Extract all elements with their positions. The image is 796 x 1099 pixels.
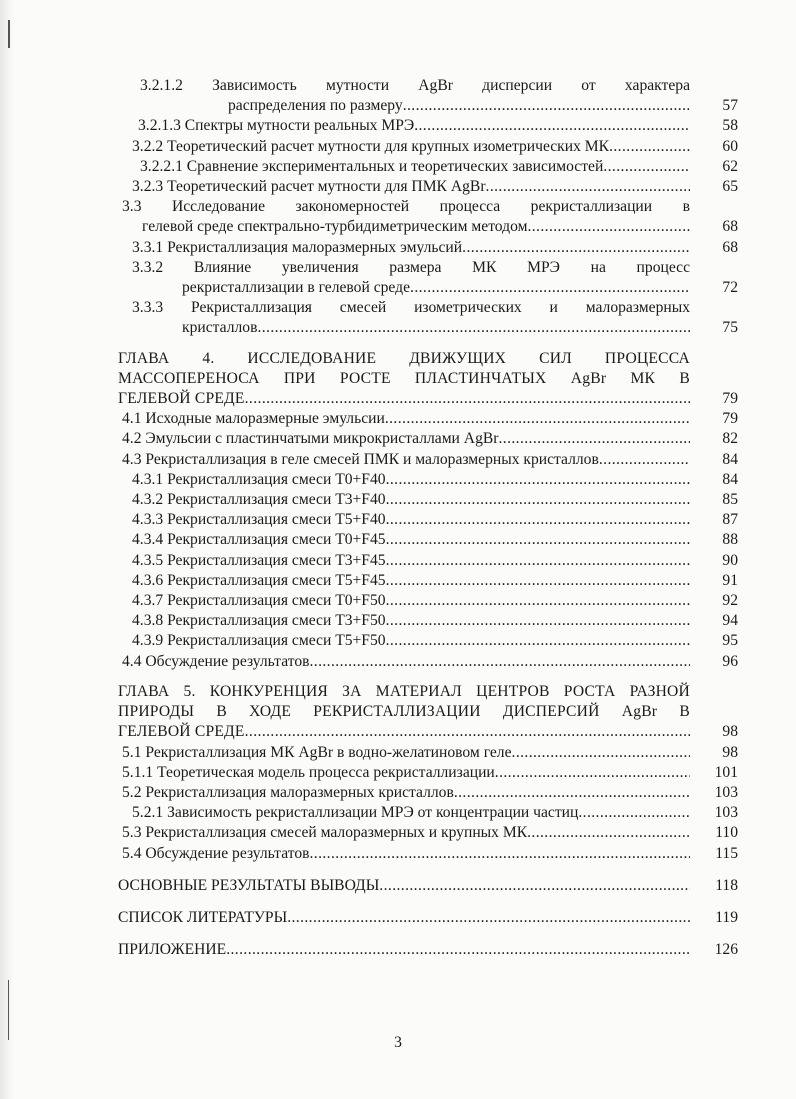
dot-leader — [226, 940, 690, 960]
toc-entry-text: 4.3.6 Рекристаллизация смеси T5+F45 — [132, 571, 386, 589]
toc-entry-4-3-6[interactable] — [118, 571, 738, 591]
toc-page-number: 110 — [715, 824, 738, 842]
toc-entry-3-2-2-1[interactable] — [118, 157, 738, 177]
toc-entry-4-3-8[interactable] — [118, 611, 738, 631]
toc-page-number: 79 — [722, 410, 738, 428]
dot-leader — [257, 318, 690, 338]
toc-entry-text: 4.1 Исходные малоразмерные эмульсии — [122, 410, 385, 428]
dot-leader — [379, 876, 690, 896]
toc-entry-text: ПРИРОДЫ В ХОДЕ РЕКРИСТАЛЛИЗАЦИИ ДИСПЕРСИЙ AgBr В — [118, 703, 690, 721]
toc-entry-text: 3.2.2.1 Сравнение экспериментальных и теоретических зависимостей — [140, 157, 604, 175]
toc-entry-text: ОСНОВНЫЕ РЕЗУЛЬТАТЫ ВЫВОДЫ — [118, 876, 380, 894]
toc-page-number: 91 — [722, 571, 738, 589]
toc-page-number: 103 — [714, 804, 738, 822]
dot-leader — [386, 631, 690, 651]
toc-entry-5-3[interactable] — [118, 823, 738, 843]
toc-entry-5-2-1[interactable] — [118, 803, 738, 823]
dot-leader — [386, 571, 690, 591]
toc-page-number: 62 — [722, 157, 738, 175]
toc-entry-text: 4.3.2 Рекристаллизация смеси T3+F40 — [132, 491, 386, 509]
toc-chapter-5[interactable] — [118, 682, 738, 743]
scan-mark — [8, 20, 10, 48]
dot-leader — [495, 763, 690, 783]
dot-leader — [385, 409, 690, 429]
toc-entry-4-3-2[interactable] — [118, 490, 738, 510]
toc-entry-4-3-4[interactable] — [118, 530, 738, 550]
dot-leader — [309, 844, 690, 864]
toc-main-results[interactable] — [118, 876, 738, 896]
toc-page-number: 88 — [722, 531, 738, 549]
toc-page-number: 90 — [722, 551, 738, 569]
dot-leader — [462, 238, 690, 258]
toc-references[interactable] — [118, 908, 738, 928]
toc-entry-text: ГЛАВА 4. ИССЛЕДОВАНИЕ ДВИЖУЩИХ СИЛ ПРОЦЕССА — [118, 349, 690, 367]
dot-leader — [578, 803, 690, 823]
toc-chapter-4[interactable] — [118, 349, 738, 410]
toc-entry-text: 4.3.1 Рекристаллизация смеси T0+F40 — [132, 470, 386, 488]
toc-entry-text: ГЕЛЕВОЙ СРЕДЕ — [118, 390, 245, 408]
toc-entry-text: 3.3.2 Влияние увеличения размера МК МРЭ на процесс — [132, 258, 690, 276]
toc-page-number: 79 — [722, 390, 738, 408]
scan-mark — [8, 980, 9, 1040]
toc-entry-4-4[interactable] — [118, 652, 738, 672]
dot-leader — [603, 157, 690, 177]
toc-entry-text: 4.2 Эмульсии с пластинчатыми микрокристаллами AgBr — [122, 430, 499, 448]
scan-edge-shadow — [0, 0, 14, 1099]
toc-entry-4-3-7[interactable] — [118, 591, 738, 611]
toc-entry-text: 3.2.2 Теоретический расчет мутности для крупных изометрических МК — [132, 137, 610, 155]
dot-leader — [512, 743, 690, 763]
toc-entry-text: 5.1.1 Теоретическая модель процесса рекристаллизации — [122, 763, 495, 781]
dot-leader — [386, 530, 690, 550]
toc-page-number: 95 — [722, 632, 738, 650]
toc-entry-text: 3.3.3 Рекристаллизация смесей изометрических и малоразмерных — [132, 299, 690, 317]
toc-entry-4-3-9[interactable] — [118, 631, 738, 651]
toc-entry-3-2-2[interactable] — [118, 137, 738, 157]
toc-entry-4-3-3[interactable] — [118, 510, 738, 530]
toc-entry-text: 4.3.8 Рекристаллизация смеси T3+F50 — [132, 612, 386, 630]
toc-page-number: 119 — [715, 908, 738, 926]
dot-leader — [486, 177, 690, 197]
toc-entry-text: 4.3.3 Рекристаллизация смеси T5+F40 — [132, 511, 386, 529]
toc-page-number: 115 — [715, 844, 738, 862]
toc-entry-text: 4.3 Рекристаллизация в геле смесей ПМК и малоразмерных кристаллов — [122, 450, 599, 468]
toc-entry-3-2-3[interactable] — [118, 177, 738, 197]
toc-entry-text: СПИСОК ЛИТЕРАТУРЫ — [118, 908, 288, 926]
toc-entry-text: 5.3 Рекристаллизация смесей малоразмерных и крупных МК — [122, 824, 528, 842]
dot-leader — [599, 450, 690, 470]
dot-leader — [287, 908, 690, 928]
toc-entry-3-3-3[interactable] — [118, 298, 738, 338]
toc-entry-text: ПРИЛОЖЕНИЕ — [118, 941, 227, 959]
toc-entry-text: 4.3.7 Рекристаллизация смеси T0+F50 — [132, 592, 386, 610]
toc-page-number: 126 — [714, 941, 738, 959]
toc-entry-text: 3.2.3 Теоретический расчет мутности для ПМК AgBr — [132, 178, 486, 196]
toc-entry-text: 5.2.1 Зависимость рекристаллизации МРЭ от концентрации частиц — [132, 804, 579, 822]
toc-entry-text: 4.3.9 Рекристаллизация смеси T5+F50 — [132, 632, 386, 650]
dot-leader — [386, 611, 690, 631]
toc-entry-3-3[interactable] — [118, 197, 738, 237]
toc-entry-text: 3.3.1 Рекристаллизация малоразмерных эмульсий — [132, 238, 463, 256]
toc-entry-text: кристаллов — [182, 319, 258, 337]
toc-page-number: 82 — [722, 430, 738, 448]
toc-page-number: 98 — [722, 743, 738, 761]
toc-page-number: 84 — [722, 470, 738, 488]
toc-entry-4-2[interactable] — [118, 429, 738, 449]
toc-page-number: 68 — [722, 238, 738, 256]
toc-page-number: 75 — [722, 319, 738, 337]
dot-leader — [309, 652, 690, 672]
toc-page-number: 96 — [722, 652, 738, 670]
toc-entry-text: 4.3.4 Рекристаллизация смеси T0+F45 — [132, 531, 386, 549]
toc-entry-4-3-1[interactable] — [118, 470, 738, 490]
toc-entry-4-3-5[interactable] — [118, 551, 738, 571]
toc-page-number: 58 — [722, 117, 738, 135]
toc-entry-text: МАССОПЕРЕНОСА ПРИ РОСТЕ ПЛАСТИНЧАТЫХ AgBr МК В — [118, 369, 690, 387]
toc-entry-5-4[interactable] — [118, 844, 738, 864]
dot-leader — [527, 823, 690, 843]
table-of-contents — [118, 76, 738, 960]
toc-page-number: 60 — [722, 137, 738, 155]
toc-page-number: 98 — [722, 723, 738, 741]
toc-page-number: 92 — [722, 592, 738, 610]
toc-entry-4-1[interactable] — [118, 409, 738, 429]
toc-entry-3-3-2[interactable] — [118, 258, 738, 298]
toc-entry-text: 5.1 Рекристаллизация МК AgBr в водно-желатиновом геле — [122, 743, 512, 761]
toc-page-number: 101 — [714, 763, 738, 781]
toc-entry-text: ГЛАВА 5. КОНКУРЕНЦИЯ ЗА МАТЕРИАЛ ЦЕНТРОВ РОСТА РАЗНОЙ — [118, 682, 690, 700]
toc-entry-4-3[interactable] — [118, 450, 738, 470]
toc-page-number: 65 — [722, 178, 738, 196]
dot-leader — [245, 389, 690, 409]
toc-entry-5-1[interactable] — [118, 743, 738, 763]
dot-leader — [386, 591, 690, 611]
dot-leader — [245, 722, 690, 742]
dot-leader — [403, 96, 690, 116]
toc-entry-text: 5.4 Обсуждение результатов — [122, 844, 310, 862]
toc-page-number: 72 — [722, 279, 738, 297]
dot-leader — [527, 217, 690, 237]
toc-page-number: 84 — [722, 450, 738, 468]
toc-entry-text: 5.2 Рекристаллизация малоразмерных кристаллов — [122, 783, 454, 801]
toc-page-number: 68 — [722, 218, 738, 236]
page-number: 3 — [394, 1034, 402, 1051]
toc-entry-text: ГЕЛЕВОЙ СРЕДЕ — [118, 723, 245, 741]
toc-page-number: 118 — [715, 876, 738, 894]
toc-page-number: 85 — [722, 491, 738, 509]
dot-leader — [386, 551, 690, 571]
dot-leader — [498, 429, 690, 449]
toc-entry-text: 3.2.1.3 Спектры мутности реальных МРЭ — [138, 117, 415, 135]
dot-leader — [410, 278, 690, 298]
dot-leader — [386, 490, 690, 510]
toc-entry-text: распределения по размеру — [228, 97, 403, 115]
toc-entry-text: 4.3.5 Рекристаллизация смеси T3+F45 — [132, 551, 386, 569]
toc-entry-3-2-1-2[interactable] — [118, 76, 738, 116]
toc-entry-text: гелевой среде спектрально-турбидиметрическим методом — [142, 218, 528, 236]
toc-entry-5-2[interactable] — [118, 783, 738, 803]
toc-appendix[interactable] — [118, 940, 738, 960]
dot-leader — [454, 783, 690, 803]
toc-page-number: 87 — [722, 511, 738, 529]
toc-page-number: 94 — [722, 612, 738, 630]
toc-page-number: 57 — [722, 97, 738, 115]
toc-entry-3-3-1[interactable] — [118, 238, 738, 258]
toc-entry-3-2-1-3[interactable] — [118, 116, 738, 136]
toc-entry-text: 3.2.1.2 Зависимость мутности AgBr дисперсии от характера — [140, 77, 690, 94]
dot-leader — [414, 116, 690, 136]
toc-entry-text: рекристаллизации в гелевой среде — [182, 279, 411, 297]
toc-entry-text: 3.3 Исследование закономерностей процесса рекристаллизации в — [122, 198, 690, 216]
toc-entry-5-1-1[interactable] — [118, 763, 738, 783]
dot-leader — [386, 510, 690, 530]
dot-leader — [386, 470, 690, 490]
dot-leader — [609, 137, 690, 157]
toc-entry-text: 4.4 Обсуждение результатов — [122, 652, 310, 670]
toc-page-number: 103 — [714, 783, 738, 801]
